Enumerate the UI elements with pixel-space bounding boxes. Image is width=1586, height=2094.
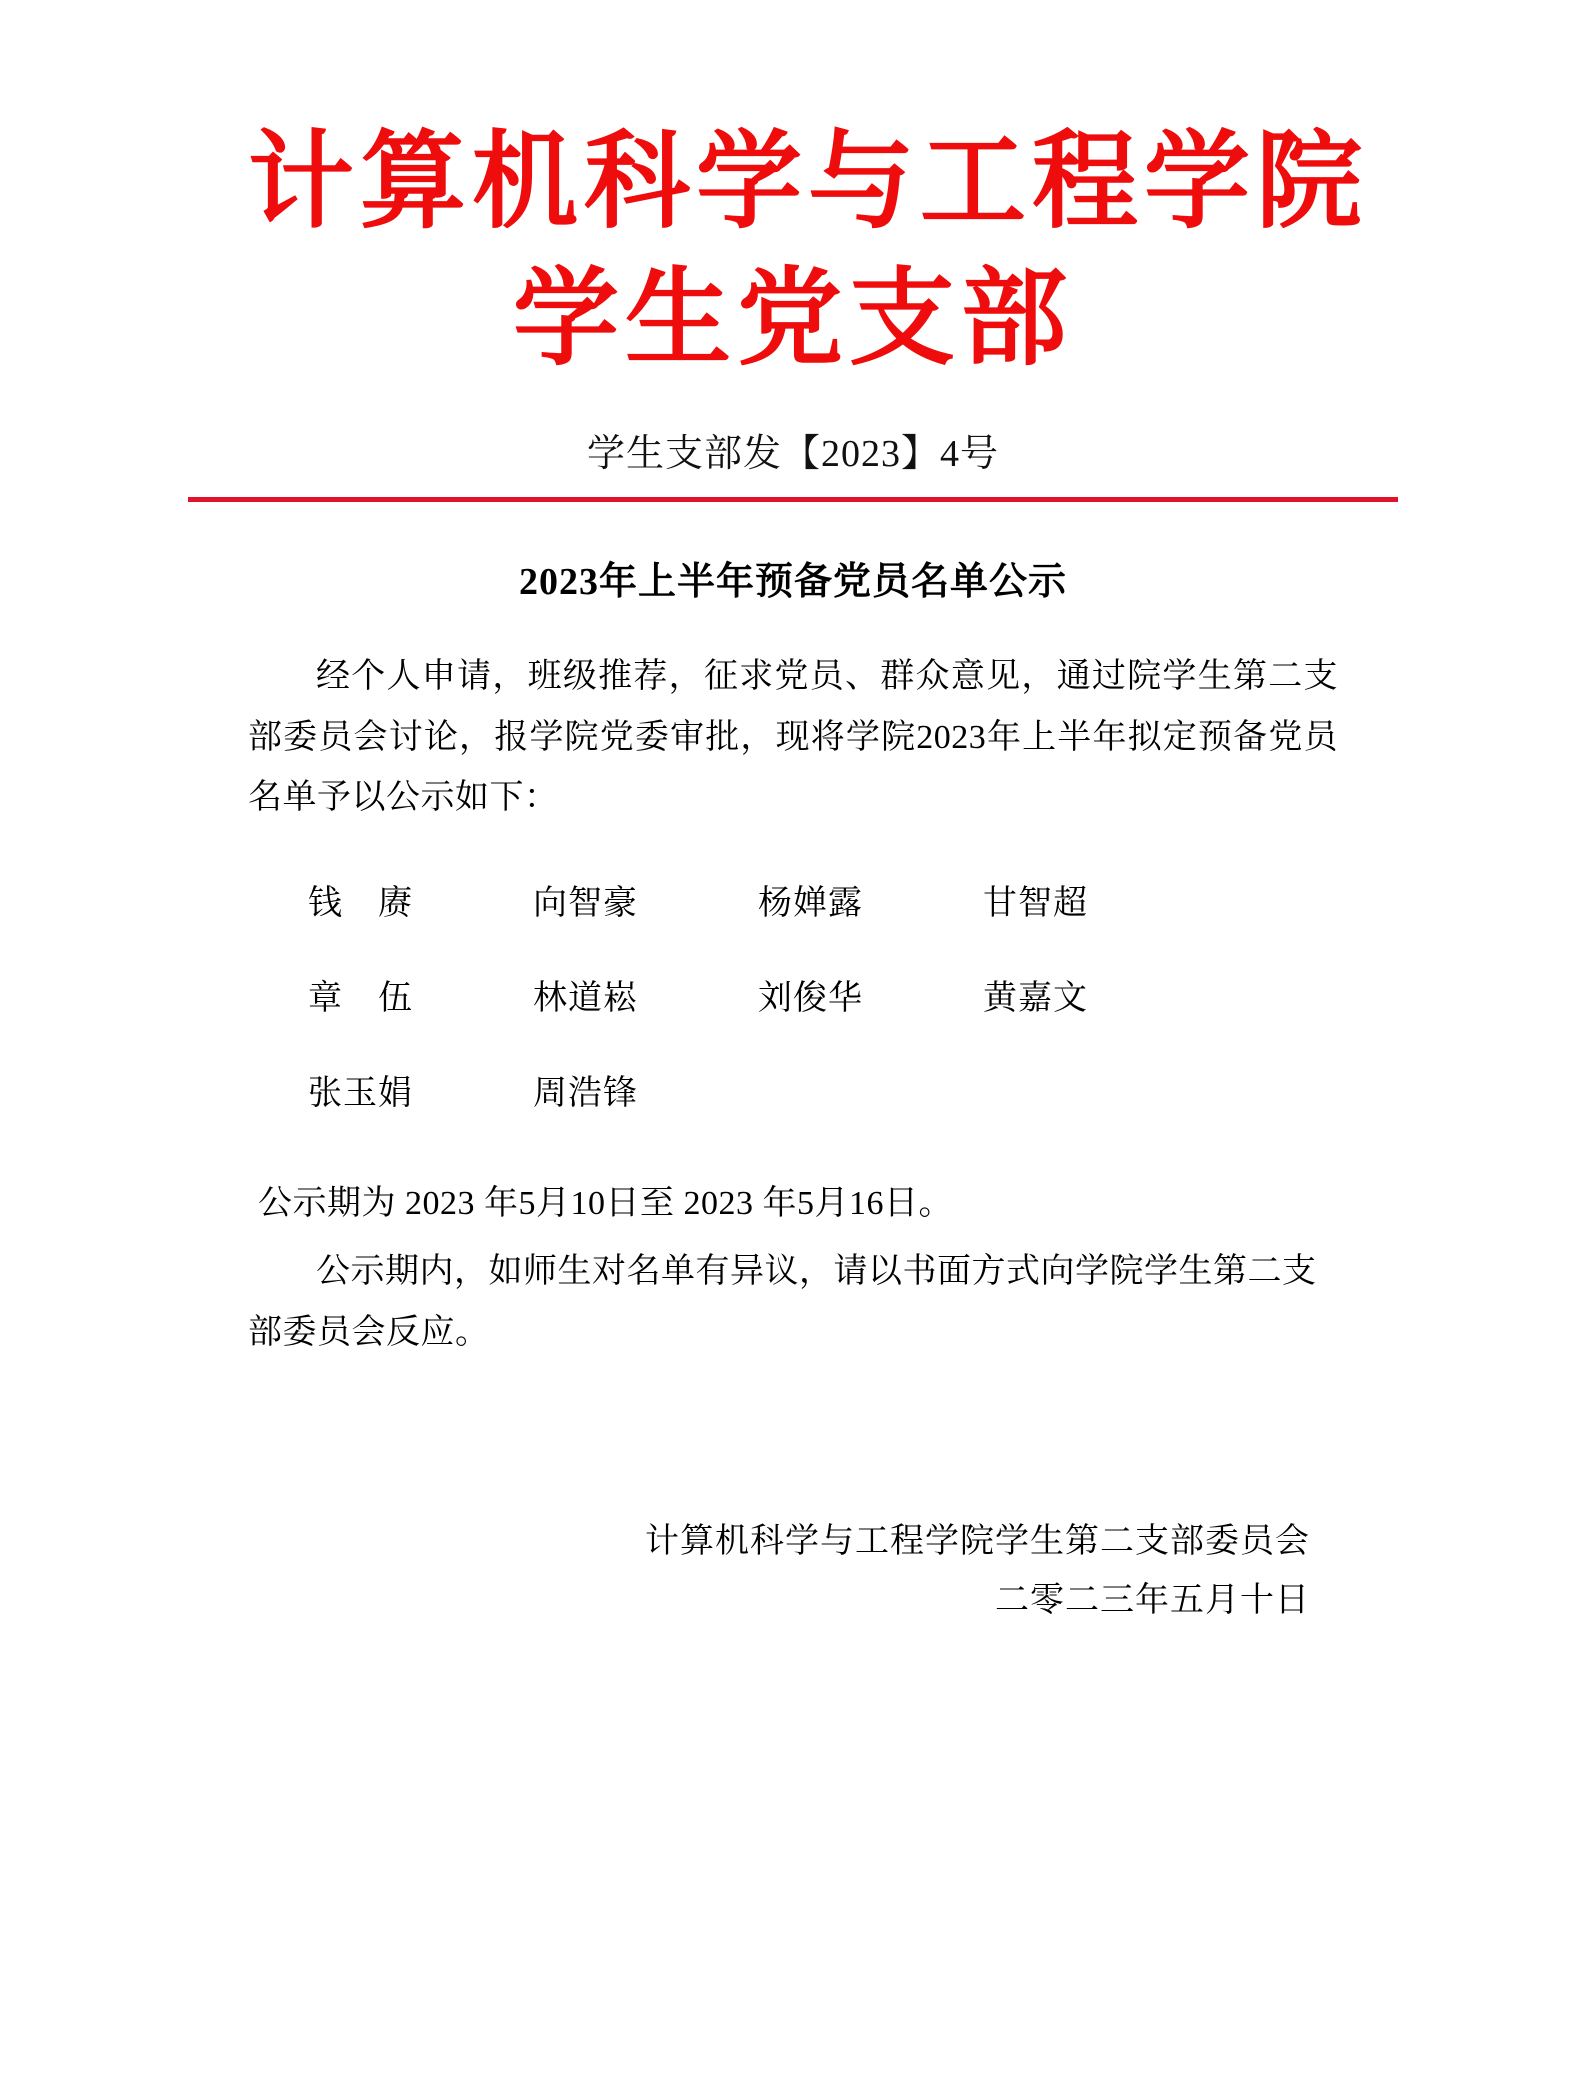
name-cell: 杨婵露	[758, 884, 863, 922]
name-cell: 刘俊华	[758, 979, 863, 1017]
name-row	[292, 970, 1192, 1019]
name-cell: 章 伍	[308, 979, 413, 1017]
letterhead	[248, 0, 1368, 502]
letterhead-line-1: 计算机科学与工程学院	[248, 118, 1368, 243]
letterhead-line-2: 学生党支部	[513, 255, 1073, 381]
notice-objection: 公示期内，如师生对名单有异议，请以书面方式向学院学生第二支部委员会反应。	[248, 1253, 1317, 1351]
name-cell: 张玉娟	[308, 1074, 413, 1112]
notice-period: 公示期为 2023 年5月10日至 2023 年5月16日。	[258, 1184, 953, 1222]
name-row	[292, 1065, 1192, 1114]
name-cell: 向智豪	[533, 884, 638, 922]
name-cell	[967, 1065, 1192, 1114]
body-paragraph-1: 经个人申请，班级推荐，征求党员、群众意见，通过院学生第二支部委员会讨论，报学院党委审批，现将学院2023年上半年拟定预备党员名单予以公示如下：	[248, 658, 1338, 817]
name-row	[292, 875, 1192, 924]
signature-block	[248, 1513, 1338, 1630]
page-title: 2023年上半年预备党员名单公示	[518, 561, 1067, 604]
name-cell: 黄嘉文	[983, 979, 1088, 1017]
name-cell: 钱 赓	[308, 884, 413, 922]
name-cell: 林道崧	[533, 979, 638, 1017]
name-cell	[742, 1065, 967, 1114]
document-number: 学生支部发【2023】4号	[586, 433, 999, 476]
name-cell: 周浩锋	[533, 1074, 638, 1112]
approved-names-list	[292, 875, 1192, 1114]
notice-block	[248, 1174, 1338, 1364]
signature-date: 二零二三年五月十日	[995, 1581, 1310, 1619]
signature-organization: 计算机科学与工程学院学生第二支部委员会	[645, 1523, 1310, 1561]
red-divider-rule	[188, 497, 1398, 502]
name-cell: 甘智超	[983, 884, 1088, 922]
